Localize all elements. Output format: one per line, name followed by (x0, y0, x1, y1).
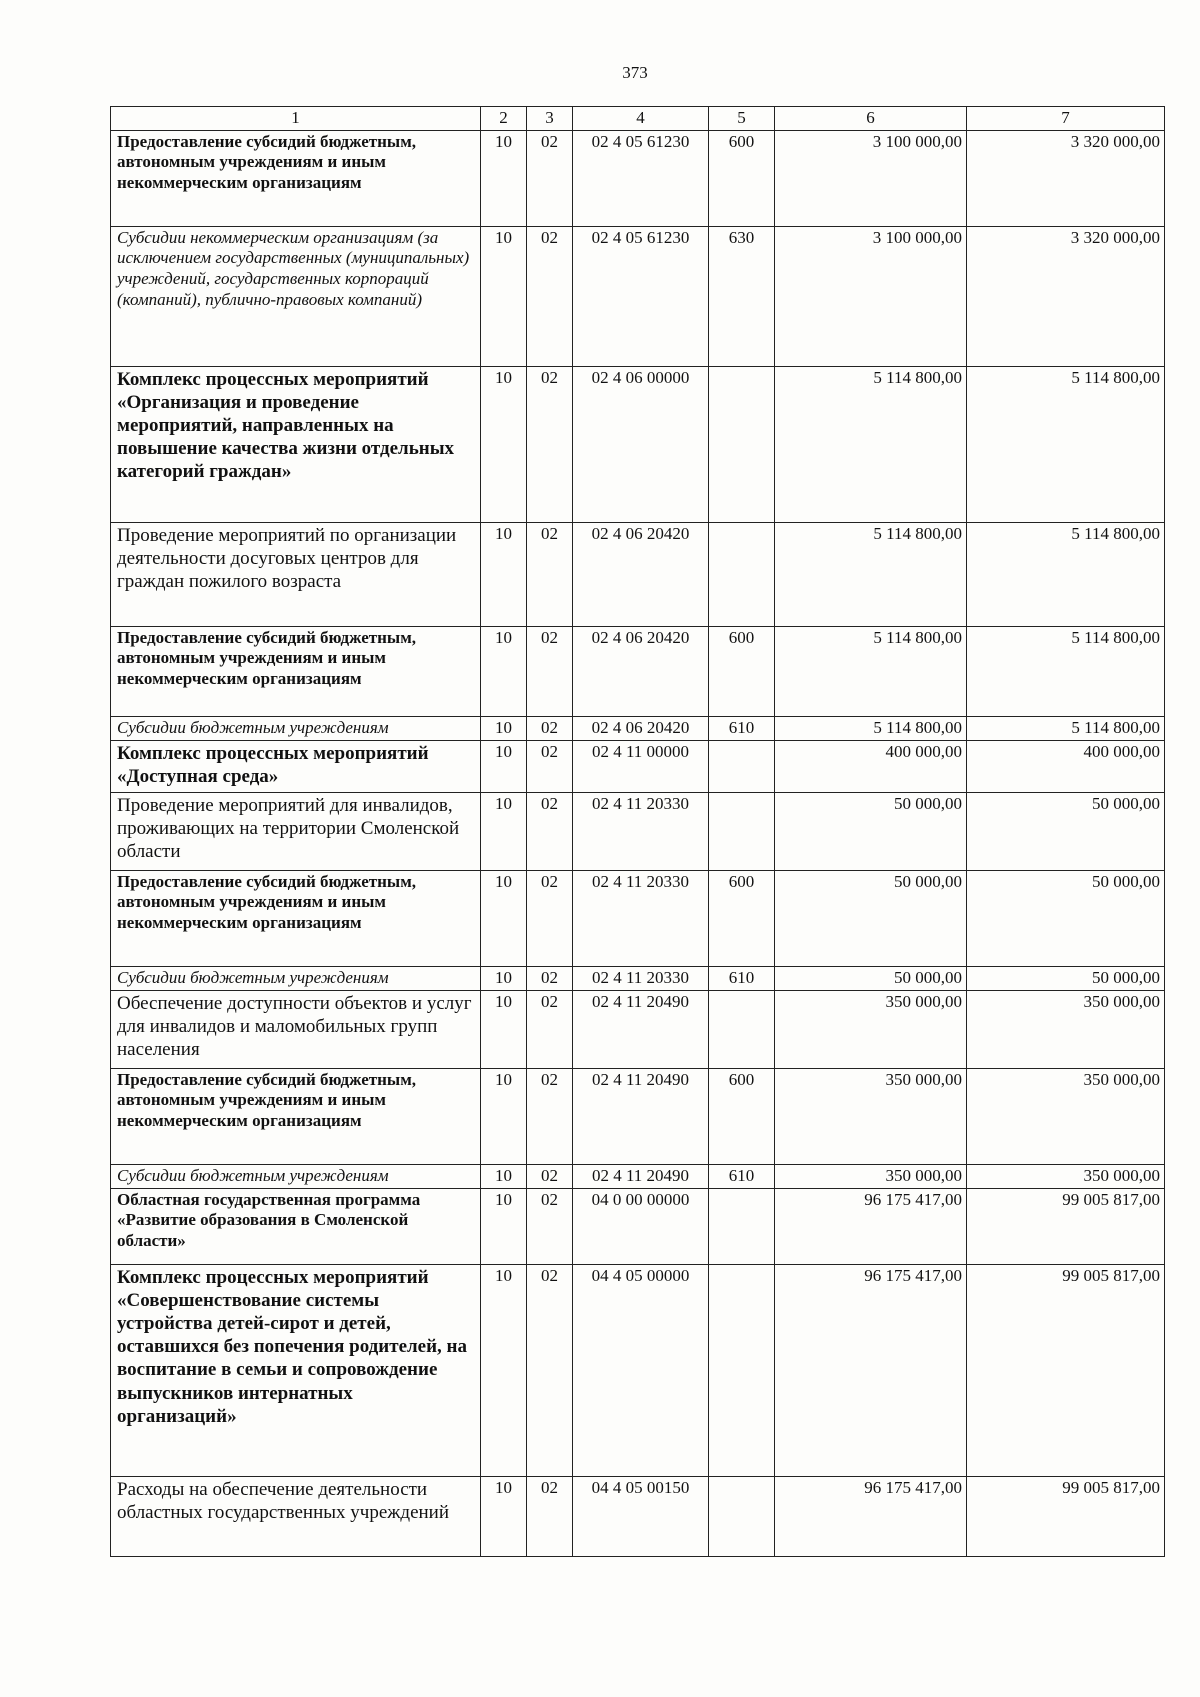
target-article-cell: 02 4 11 20330 (573, 966, 709, 990)
table-row (111, 716, 1165, 740)
amount-year-2-cell: 3 320 000,00 (967, 130, 1165, 226)
table-row (111, 130, 1165, 226)
subsection-cell: 02 (527, 1188, 573, 1264)
row-name-cell: Проведение мероприятий по организации деятельности досуговых центров для граждан пожилого возраста (111, 522, 481, 626)
page-number: 373 (622, 63, 648, 82)
table-row (111, 626, 1165, 716)
target-article-cell: 02 4 11 20490 (573, 990, 709, 1068)
row-name-cell: Субсидии бюджетным учреждениям (111, 716, 481, 740)
expense-type-cell: 610 (709, 966, 775, 990)
table-row (111, 1164, 1165, 1188)
amount-year-2-cell: 50 000,00 (967, 870, 1165, 966)
subsection-cell: 02 (527, 1476, 573, 1556)
amount-year-2-cell: 350 000,00 (967, 990, 1165, 1068)
table-row (111, 1188, 1165, 1264)
amount-year-2-cell: 400 000,00 (967, 740, 1165, 792)
section-cell: 10 (481, 626, 527, 716)
amount-year-2-cell: 5 114 800,00 (967, 522, 1165, 626)
amount-year-2-cell: 5 114 800,00 (967, 626, 1165, 716)
subsection-cell: 02 (527, 1068, 573, 1164)
amount-year-1-cell: 3 100 000,00 (775, 130, 967, 226)
subsection-cell: 02 (527, 366, 573, 522)
target-article-cell: 02 4 06 20420 (573, 522, 709, 626)
expense-type-cell (709, 1264, 775, 1476)
section-cell: 10 (481, 792, 527, 870)
amount-year-2-cell: 350 000,00 (967, 1164, 1165, 1188)
subsection-cell: 02 (527, 792, 573, 870)
section-cell: 10 (481, 1476, 527, 1556)
row-name-cell: Обеспечение доступности объектов и услуг для инвалидов и маломобильных групп населения (111, 990, 481, 1068)
table-row (111, 792, 1165, 870)
subsection-cell: 02 (527, 1164, 573, 1188)
amount-year-1-cell: 96 175 417,00 (775, 1188, 967, 1264)
table-row (111, 740, 1165, 792)
row-name-cell: Областная государственная программа «Развитие образования в Смоленской области» (111, 1188, 481, 1264)
section-cell: 10 (481, 130, 527, 226)
header-row (111, 107, 1165, 131)
amount-year-1-cell: 50 000,00 (775, 792, 967, 870)
target-article-cell: 02 4 11 20330 (573, 792, 709, 870)
subsection-cell: 02 (527, 626, 573, 716)
section-cell: 10 (481, 366, 527, 522)
budget-table (110, 106, 1165, 1557)
row-name-cell: Проведение мероприятий для инвалидов, проживающих на территории Смоленской области (111, 792, 481, 870)
amount-year-1-cell: 350 000,00 (775, 1068, 967, 1164)
section-cell: 10 (481, 966, 527, 990)
table-row (111, 1264, 1165, 1476)
amount-year-1-cell: 5 114 800,00 (775, 716, 967, 740)
subsection-cell: 02 (527, 966, 573, 990)
row-name-cell: Комплекс процессных мероприятий «Совершенствование системы устройства детей-сирот и детей, оставшихся без попечения родителей, на воспитание в семьи и сопровождение выпускников интернатных организаций» (111, 1264, 481, 1476)
amount-year-2-cell: 99 005 817,00 (967, 1188, 1165, 1264)
row-name-cell: Расходы на обеспечение деятельности областных государственных учреждений (111, 1476, 481, 1556)
target-article-cell: 02 4 11 20490 (573, 1164, 709, 1188)
subsection-cell: 02 (527, 130, 573, 226)
row-name-cell: Субсидии некоммерческим организациям (за исключением государственных (муниципальных) учреждений, государственных корпораций (компаний), публично-правовых компаний) (111, 226, 481, 366)
table-row (111, 966, 1165, 990)
row-name-cell: Субсидии бюджетным учреждениям (111, 1164, 481, 1188)
amount-year-2-cell: 350 000,00 (967, 1068, 1165, 1164)
header-cell: 5 (709, 107, 775, 131)
row-name-cell: Предоставление субсидий бюджетным, автономным учреждениям и иным некоммерческим организациям (111, 1068, 481, 1164)
amount-year-1-cell: 350 000,00 (775, 990, 967, 1068)
table-row (111, 990, 1165, 1068)
target-article-cell: 04 4 05 00150 (573, 1476, 709, 1556)
expense-type-cell: 600 (709, 626, 775, 716)
expense-type-cell (709, 990, 775, 1068)
expense-type-cell: 600 (709, 130, 775, 226)
expense-type-cell (709, 1188, 775, 1264)
expense-type-cell: 600 (709, 1068, 775, 1164)
target-article-cell: 04 0 00 00000 (573, 1188, 709, 1264)
amount-year-1-cell: 5 114 800,00 (775, 626, 967, 716)
table-row (111, 522, 1165, 626)
expense-type-cell (709, 366, 775, 522)
header-cell: 1 (111, 107, 481, 131)
target-article-cell: 02 4 06 00000 (573, 366, 709, 522)
subsection-cell: 02 (527, 990, 573, 1068)
section-cell: 10 (481, 226, 527, 366)
target-article-cell: 02 4 06 20420 (573, 716, 709, 740)
row-name-cell: Субсидии бюджетным учреждениям (111, 966, 481, 990)
amount-year-2-cell: 99 005 817,00 (967, 1264, 1165, 1476)
amount-year-2-cell: 3 320 000,00 (967, 226, 1165, 366)
target-article-cell: 02 4 06 20420 (573, 626, 709, 716)
table-body (111, 130, 1165, 1556)
target-article-cell: 02 4 11 20330 (573, 870, 709, 966)
table-row (111, 226, 1165, 366)
section-cell: 10 (481, 1188, 527, 1264)
amount-year-1-cell: 50 000,00 (775, 870, 967, 966)
row-name-cell: Комплекс процессных мероприятий «Доступная среда» (111, 740, 481, 792)
target-article-cell: 02 4 05 61230 (573, 226, 709, 366)
section-cell: 10 (481, 1264, 527, 1476)
subsection-cell: 02 (527, 716, 573, 740)
amount-year-1-cell: 96 175 417,00 (775, 1264, 967, 1476)
expense-type-cell (709, 740, 775, 792)
expense-type-cell (709, 522, 775, 626)
header-cell: 3 (527, 107, 573, 131)
amount-year-2-cell: 50 000,00 (967, 792, 1165, 870)
amount-year-2-cell: 5 114 800,00 (967, 716, 1165, 740)
expense-type-cell: 600 (709, 870, 775, 966)
target-article-cell: 02 4 11 00000 (573, 740, 709, 792)
subsection-cell: 02 (527, 522, 573, 626)
table-row (111, 1068, 1165, 1164)
expense-type-cell: 610 (709, 1164, 775, 1188)
table-row (111, 1476, 1165, 1556)
amount-year-2-cell: 50 000,00 (967, 966, 1165, 990)
amount-year-1-cell: 3 100 000,00 (775, 226, 967, 366)
expense-type-cell: 630 (709, 226, 775, 366)
amount-year-1-cell: 350 000,00 (775, 1164, 967, 1188)
target-article-cell: 02 4 05 61230 (573, 130, 709, 226)
subsection-cell: 02 (527, 1264, 573, 1476)
amount-year-1-cell: 96 175 417,00 (775, 1476, 967, 1556)
subsection-cell: 02 (527, 870, 573, 966)
amount-year-2-cell: 99 005 817,00 (967, 1476, 1165, 1556)
amount-year-1-cell: 400 000,00 (775, 740, 967, 792)
section-cell: 10 (481, 1068, 527, 1164)
target-article-cell: 02 4 11 20490 (573, 1068, 709, 1164)
subsection-cell: 02 (527, 740, 573, 792)
subsection-cell: 02 (527, 226, 573, 366)
section-cell: 10 (481, 870, 527, 966)
section-cell: 10 (481, 1164, 527, 1188)
target-article-cell: 04 4 05 00000 (573, 1264, 709, 1476)
expense-type-cell: 610 (709, 716, 775, 740)
row-name-cell: Комплекс процессных мероприятий «Организация и проведение мероприятий, направленных на повышение качества жизни отдельных категорий граждан» (111, 366, 481, 522)
amount-year-1-cell: 5 114 800,00 (775, 366, 967, 522)
header-cell: 6 (775, 107, 967, 131)
section-cell: 10 (481, 716, 527, 740)
expense-type-cell (709, 792, 775, 870)
row-name-cell: Предоставление субсидий бюджетным, автономным учреждениям и иным некоммерческим организациям (111, 626, 481, 716)
section-cell: 10 (481, 522, 527, 626)
table-row (111, 366, 1165, 522)
row-name-cell: Предоставление субсидий бюджетным, автономным учреждениям и иным некоммерческим организациям (111, 870, 481, 966)
header-cell: 4 (573, 107, 709, 131)
amount-year-2-cell: 5 114 800,00 (967, 366, 1165, 522)
header-cell: 2 (481, 107, 527, 131)
section-cell: 10 (481, 740, 527, 792)
table-row (111, 870, 1165, 966)
amount-year-1-cell: 50 000,00 (775, 966, 967, 990)
header-cell: 7 (967, 107, 1165, 131)
amount-year-1-cell: 5 114 800,00 (775, 522, 967, 626)
expense-type-cell (709, 1476, 775, 1556)
row-name-cell: Предоставление субсидий бюджетным, автономным учреждениям и иным некоммерческим организациям (111, 130, 481, 226)
section-cell: 10 (481, 990, 527, 1068)
